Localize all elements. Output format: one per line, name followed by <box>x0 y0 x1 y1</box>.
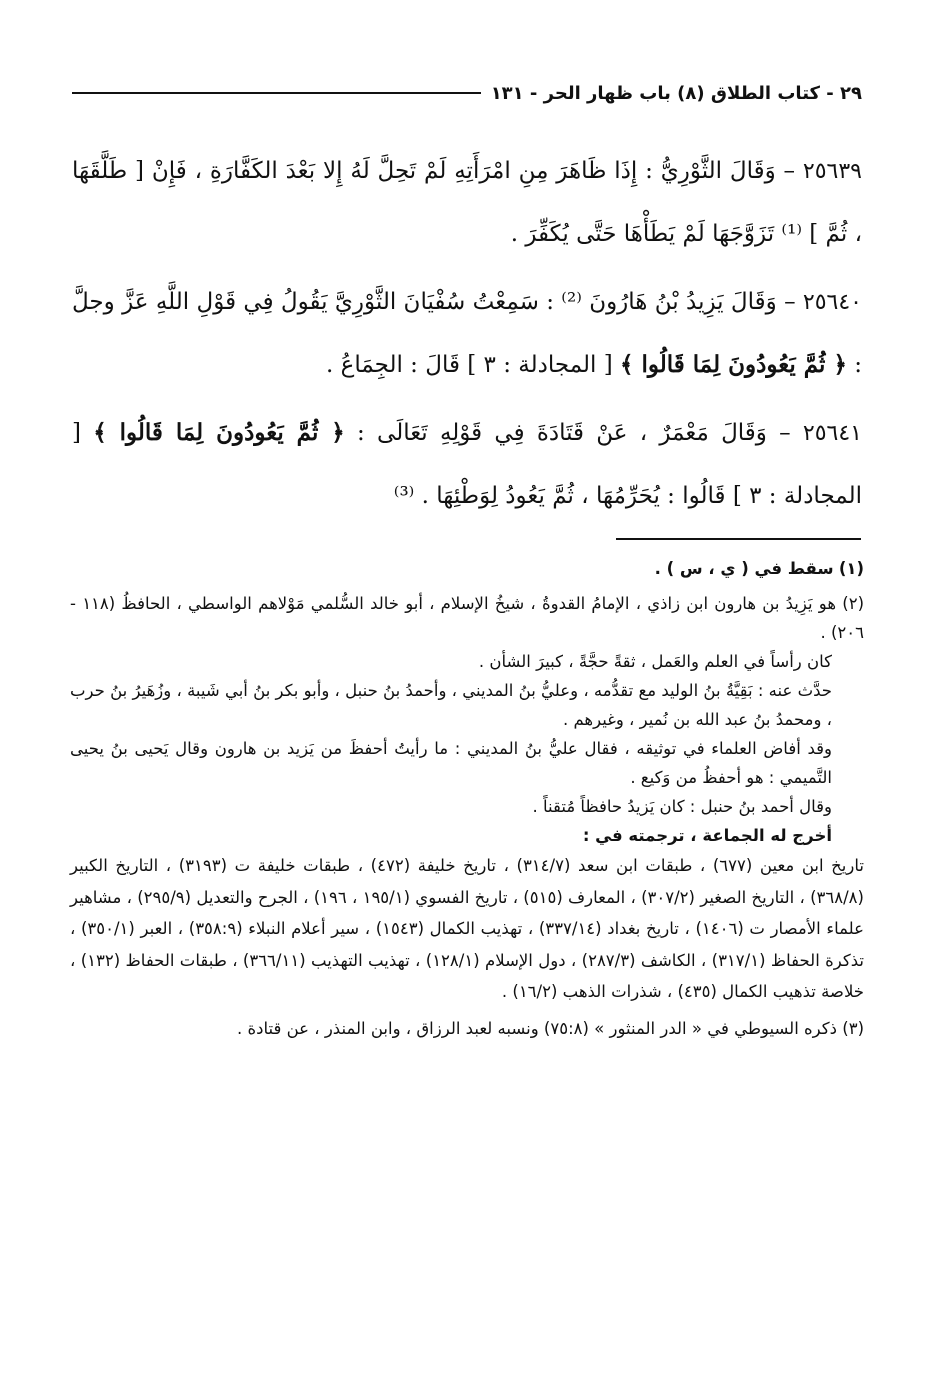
footnote-2 <box>70 589 864 1008</box>
hadith-text: – وَقَالَ الثَّوْرِيُّ : إِذَا ظَاهَرَ مِنِ امْرَأَتِهِ لَمْ تَحِلَّ لَهُ إِلا بَعْدَ الكَفَّارَةِ ، فَإِنْ [ طَلَّقَهَا ، ثُمَّ ] ⁽¹⁾ تَزَوَّجَهَا لَمْ يَطَأْهَا حَتَّى يُكَفِّرَ . <box>72 158 862 247</box>
hadith-text: – وَقَالَ يَزِيدُ بْنُ هَارُونَ ⁽²⁾ : سَمِعْتُ سُفْيَانَ الثَّوْرِيَّ يَقُولُ فِي قَوْلِ اللَّهِ عَزَّ وجلَّ : <box>72 289 862 378</box>
header-title: ٢٩ - كتاب الطلاق (٨) باب ظهار الحر - ١٣١ <box>490 82 862 104</box>
footnote-3 <box>70 1014 864 1043</box>
footnote-marker: (٣) <box>842 1018 864 1038</box>
footnote-1 <box>70 554 864 583</box>
footnote-takhrij: أخرج له الجماعة ، ترجمته في : <box>582 826 832 845</box>
hadith-text: – وَقَالَ مَعْمَرٌ ، عَنْ قَتَادَةَ فِي قَوْلِهِ تَعَالَى : <box>344 420 803 446</box>
hadith-25640 <box>72 271 862 396</box>
footnote-marker: (٢) <box>842 594 864 613</box>
hadith-number: ٢٥٦٤١ <box>802 421 862 446</box>
footnotes <box>70 554 864 1049</box>
running-header <box>72 76 862 110</box>
quran-verse: ﴿ ثُمَّ يَعُودُونَ لِمَا قَالُوا ﴾ <box>93 419 345 446</box>
header-rule <box>72 92 481 94</box>
footnote-intro-line <box>70 589 864 647</box>
footnote-text: سقط في ( ي ، س ) . <box>654 559 834 578</box>
footnote-separator <box>616 538 861 540</box>
footnote-marker: (١) <box>838 559 864 578</box>
footnote-praise: كان رأساً في العلم والعَمل ، ثقةً حجَّةً ، كبيرَ الشأن . <box>478 652 832 671</box>
footnote-intro: هو يَزِيدُ بن هارون ابن زاذي ، الإمامُ القدوةُ ، شيخُ الإسلام ، أبو خالد السُّلمي مَوْلاهم الواسطي ، الحافظُ (١١٨ - ٢٠٦) . <box>70 594 864 642</box>
main-text <box>72 140 862 533</box>
footnote-narrators: حدَّث عنه : بَقِيَّةُ بنُ الوليد مع تقدُّمه ، وعليُّ بنُ المديني ، وأحمدُ بنُ حنبل ، وأبو بكر بنُ أبي شَيبة ، وزُهَيرُ بنُ حرب ، ومحمدُ بنُ عبد الله بن نُمير ، وغيرهم . <box>70 681 832 729</box>
footnote-ahmad: وقال أحمد بنُ حنبل : كان يَزيدُ حافظاً مُتقناً . <box>532 797 832 816</box>
hadith-text: [ المجادلة : ٣ ] قَالَ : الجِمَاعُ . <box>325 352 621 378</box>
footnote-scholars: وقد أفاض العلماء في توثيقه ، فقال عليُّ بنُ المديني : ما رأيتُ أحفظَ من يَزيد بن هارون وقال يَحيى بنُ يحيى التَّميمي : هو أحفظُ من وَكيع . <box>70 739 832 787</box>
hadith-25641 <box>72 402 862 527</box>
hadith-25639 <box>72 140 862 265</box>
hadith-text: [ المجادلة : ٣ ] قَالُوا : يُحَرِّمُهَا ، ثُمَّ يَعُودُ لِوَطْئِهَا . ⁽³⁾ <box>72 420 862 509</box>
footnote-sources: تاريخ ابن معين (٦٧٧) ، طبقات ابن سعد (٣١٤/٧) ، تاريخ خليفة (٤٧٢) ، طبقات خليفة ت (٣١٩٣) ، التاريخ الكبير (٣٦٨/٨) ، التاريخ الصغير (٣٠٧/٢) ، المعارف (٥١٥) ، تاريخ الفسوي (١٩٥/١ ، ١٩٦) ، الجرح والتعديل (٢٩٥/٩) ، مشاهير علماء الأمصار ت (١٤٠٦) ، تاريخ بغداد (٣٣٧/١٤) ، تهذيب الكمال (١٥٤٣) ، سير أعلام النبلاء (٣٥٨:٩) ، العبر (٣٥٠/١) ، تذكرة الحفاظ (٣١٧/١) ، الكاشف (٢٨٧/٣) ، دول الإسلام (١٢٨/١) ، تهذيب التهذيب (٣٦٦/١١) ، طبقات الحفاظ (١٣٢) ، خلاصة تذهيب الكمال (٤٣٥) ، شذرات الذهب (١٦/٢) . <box>70 856 865 1001</box>
quran-verse: ﴿ ثُمَّ يَعُودُونَ لِمَا قَالُوا ﴾ <box>620 351 847 378</box>
hadith-number: ٢٥٦٤٠ <box>802 290 862 315</box>
footnote-text: ذكره السيوطي في « الدر المنثور » (٧٥:٨) ونسبه لعبد الرزاق ، وابن المنذر ، عن قتادة . <box>237 1018 837 1038</box>
hadith-number: ٢٥٦٣٩ <box>802 159 862 184</box>
